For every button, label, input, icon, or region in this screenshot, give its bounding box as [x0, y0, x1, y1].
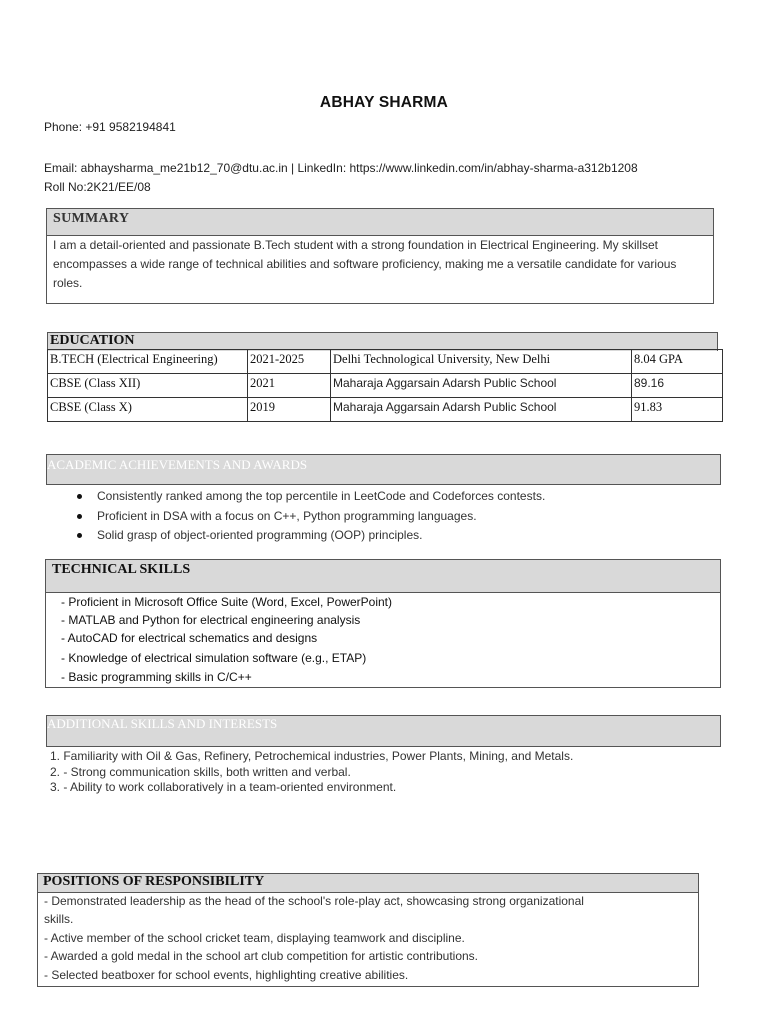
list-item: Solid grasp of object-oriented programming (OOP) principles.	[75, 526, 545, 546]
technical-skills-title: TECHNICAL SKILLS	[52, 562, 191, 577]
table-cell: 91.83	[632, 398, 723, 422]
additional-header	[46, 715, 721, 747]
list-item: Proficient in DSA with a focus on C++, Python programming languages.	[75, 507, 545, 527]
list-item: - MATLAB and Python for electrical engineering analysis	[61, 613, 361, 627]
table-cell: 8.04 GPA	[632, 350, 723, 374]
summary-line: I am a detail-oriented and passionate B.Tech student with a strong foundation in Electrical Engineering. My skillset	[53, 238, 659, 252]
resume-name: ABHAY SHARMA	[319, 94, 449, 111]
table-row	[48, 398, 723, 422]
list-item: - Proficient in Microsoft Office Suite (Word, Excel, PowerPoint)	[61, 595, 393, 609]
list-item: - AutoCAD for electrical schematics and designs	[61, 631, 318, 645]
list-item: - Knowledge of electrical simulation software (e.g., ETAP)	[61, 651, 367, 665]
list-item: 1. Familiarity with Oil & Gas, Refinery, Petrochemical industries, Power Plants, Mining, and Metals.	[50, 749, 574, 763]
bullet-icon	[77, 494, 82, 499]
table-cell: 2021	[248, 374, 331, 398]
list-item: - Demonstrated leadership as the head of the school's role-play act, showcasing strong organizational	[44, 894, 584, 908]
roll-number-line: Roll No:2K21/EE/08	[44, 180, 151, 194]
list-item: - Basic programming skills in C/C++	[61, 670, 252, 684]
summary-header	[46, 208, 714, 236]
achievements-header	[46, 454, 721, 485]
achievements-list	[75, 487, 545, 546]
table-row	[48, 350, 723, 374]
summary-line: encompasses a wide range of technical abilities and software proficiency, making me a versatile candidate for various	[53, 257, 677, 271]
positions-header	[37, 873, 699, 893]
table-cell: 89.16	[632, 374, 723, 398]
additional-title: ADDITIONAL SKILLS AND INTERESTS	[47, 716, 278, 731]
table-cell: Maharaja Aggarsain Adarsh Public School	[331, 398, 632, 422]
positions-title: POSITIONS OF RESPONSIBILITY	[43, 874, 265, 889]
table-cell: B.TECH (Electrical Engineering)	[48, 350, 248, 374]
table-cell: CBSE (Class XII)	[48, 374, 248, 398]
achievements-title: ACADEMIC ACHIEVEMENTS AND AWARDS	[47, 457, 308, 472]
list-item: 2. - Strong communication skills, both written and verbal.	[50, 765, 351, 779]
summary-text	[53, 236, 715, 293]
list-item: - Awarded a gold medal in the school art club competition for artistic contributions.	[44, 949, 479, 963]
education-table	[47, 349, 723, 422]
summary-title: SUMMARY	[53, 211, 130, 226]
table-cell: 2019	[248, 398, 331, 422]
bullet-icon	[77, 514, 82, 519]
bullet-icon	[77, 533, 82, 538]
table-cell: CBSE (Class X)	[48, 398, 248, 422]
table-row	[48, 374, 723, 398]
education-title: EDUCATION	[50, 333, 135, 348]
phone-line: Phone: +91 9582194841	[44, 120, 176, 134]
summary-line: roles.	[53, 276, 83, 290]
technical-skills-header	[45, 559, 721, 593]
list-item: Consistently ranked among the top percentile in LeetCode and Codeforces contests.	[75, 487, 545, 507]
table-cell: 2021-2025	[248, 350, 331, 374]
list-item: - Selected beatboxer for school events, highlighting creative abilities.	[44, 968, 409, 982]
table-cell: Delhi Technological University, New Delhi	[331, 350, 632, 374]
table-cell: Maharaja Aggarsain Adarsh Public School	[331, 374, 632, 398]
list-item: - Active member of the school cricket team, displaying teamwork and discipline.	[44, 931, 465, 945]
email-linkedin-line: Email: abhaysharma_me21b12_70@dtu.ac.in | LinkedIn: https://www.linkedin.com/in/abhay-sharma-a312b1208	[44, 161, 638, 175]
list-item: skills.	[44, 912, 74, 926]
list-item: 3. - Ability to work collaboratively in a team-oriented environment.	[50, 780, 397, 794]
